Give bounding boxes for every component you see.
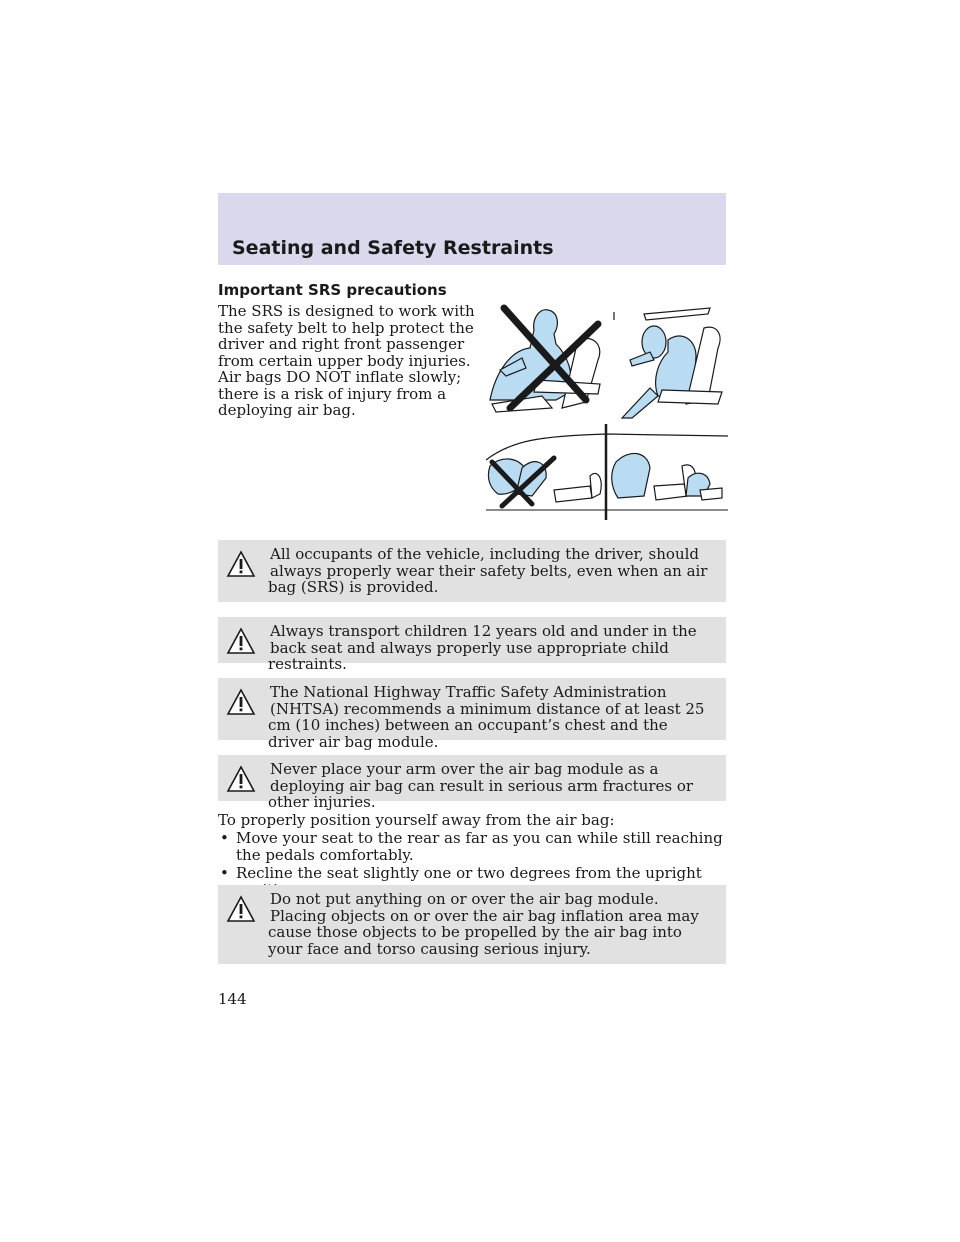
warning-triangle-icon (226, 895, 256, 923)
warning-triangle-icon (226, 550, 256, 578)
warning-triangle-icon (226, 627, 256, 655)
warning-box (218, 755, 726, 811)
page-number: 144 (218, 990, 247, 1008)
chapter-title: Seating and Safety Restraints (232, 237, 554, 259)
warning-text: The National Highway Traffic Safety Administration (NHTSA) recommends a minimum distance of at least 25 cm (10 inches) between an occupant’s chest and the driver air bag module. (268, 683, 705, 751)
list-item-text: Move your seat to the rear as far as you can while still reaching the pedals comfortably. (236, 829, 723, 864)
warning-box (218, 885, 726, 964)
warning-text: Do not put anything on or over the air bag module. Placing objects on or over the air bag inflation area may cause those objects to be propelled by the air bag into your face and torso causing serious injury. (268, 890, 699, 958)
section-heading: Important SRS precautions (218, 281, 447, 299)
list-item (218, 830, 728, 863)
bullet-symbol: • (220, 829, 229, 847)
warning-text: Never place your arm over the air bag module as a deploying air bag can result in serious arm fractures or other injuries. (268, 760, 694, 811)
warning-box (218, 540, 726, 602)
warning-box (218, 678, 726, 751)
warning-triangle-icon (226, 688, 256, 716)
warning-triangle-icon (226, 765, 256, 793)
list-item-text: Recline the seat slightly one or two degrees from the upright (236, 864, 702, 882)
chapter-header (218, 193, 726, 265)
positioning-intro: To properly position yourself away from the air bag: (218, 811, 615, 829)
warning-text: All occupants of the vehicle, including the driver, should always properly wear their safety belts, even when an air bag (SRS) is provided. (268, 545, 708, 596)
proper-distance-driver-figure (614, 308, 722, 418)
car-interior-diagram (486, 424, 728, 520)
warning-text: Always transport children 12 years old and under in the back seat and always properly use appropriate child restraints. (268, 622, 697, 673)
warning-box (218, 617, 726, 673)
airbag-seating-illustration (482, 300, 728, 525)
intro-paragraph: The SRS is designed to work with the safety belt to help protect the driver and right front passenger from certain upper body injuries. Air bags DO NOT inflate slowly; there is a risk of injury from a deploying air bag. (218, 302, 475, 419)
bullet-symbol: • (220, 864, 229, 882)
